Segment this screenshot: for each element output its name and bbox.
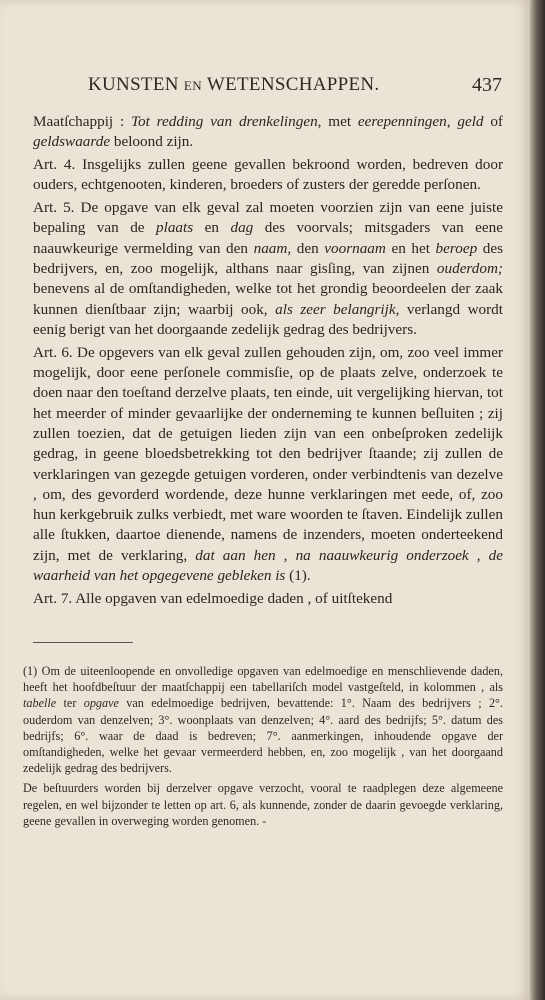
footnote-2: De beſtuurders worden bij derzelver opgave verzocht, vooral te raadplegen deze algemeene regelen, en wel bijzonder te letten op art. 6, als kunnende, zonder de daarin gevoegde verklaring, geene gevallen in overweging worden genomen. - [23,781,503,828]
text-run: of [483,113,503,130]
text-run: benevens al de omſtandigheden, welke tot het grondig beoordeelen der zaak kunnen dienſtbaar zijn; waarbij ook, [33,280,503,318]
text-run: van edelmoedige bedrijven, bevattende: 1°. Naam des bedrijvers ; 2°. ouderdom van denzelven; 3°. woonplaats van denzelven; 4°. aard des bedrijfs; 5°. datum des bedrijfs; 6°. waar de daad is bedreven; 7°. aanmerkingen, inhoudende opgave der omſtandigheden, welke het gevaar vermeerderd hebben, en, zoo mogelijk , van het doorgaand zedelijk gedrag des bedrijvers. [23,696,503,776]
text-run: des bedrijvers, en, zoo mogelijk, althans naar gisſing, van zijnen [33,239,504,278]
text-run: , den [287,239,325,257]
italic-run: ouderdom; [436,260,503,278]
italic-run: voornaam [324,239,386,257]
italic-run: opgave [83,696,119,711]
italic-run: eerepenningen [357,113,447,130]
italic-run: dat aan hen , na naauwkeurig onderzoek , de waarheid van het opgegevene gebleken is [33,546,503,585]
text-run: beloond zijn. [110,133,194,151]
italic-run: als zeer belangrijk [275,300,396,318]
page-number: 437 [472,74,502,96]
text-run: , [446,113,458,130]
footnote-1 [23,663,503,776]
footnotes [23,663,503,833]
text-run: (1). [285,567,311,585]
text-run: , met [317,113,358,130]
italic-run: plaats [156,219,194,237]
book-edge [530,0,545,1000]
italic-run: geld [457,113,484,130]
text-run: , verlangd wordt eenig berigt van het doorgaande zedelijk gedrag des bedrijvers. [33,300,504,338]
italic-run: tabelle [23,696,57,711]
text-run: Art. 5. De opgave van elk geval zal moeten voorzien zijn van eene juiste bepaling van de [33,199,503,237]
article-6 [33,343,503,587]
running-title-part1: KUNSTEN [88,74,184,95]
text-run: des voorvals; mitsgaders van eene naauwkeurige vermelding van den [33,219,503,257]
text-run: (1) Om de uiteenloopende en onvolledige opgaven van edelmoedige en menschlievende daden, heeft het hoofdbeſtuur der maatſchappij een tabellariſch model vastgeſteld, in kolommen , als [23,664,503,695]
italic-run: Tot redding van drenkelingen [131,113,318,130]
text-run: ter [56,696,84,711]
running-title [88,74,379,96]
text-run: en het [385,239,436,257]
running-title-en: EN [183,78,203,93]
paragraph-continuation [33,112,503,153]
italic-run: beroep [435,239,478,257]
text-run: Art. 6. De opgevers van elk geval zullen gehouden zijn, om, zoo veel immer mogelijk, door eene perſonele commisſie, op de plaats zelve, onderzoek te doen naar den toeſtand derzelve plaats, ten einde, uit vergelijking hiervan, tot het meerder of minder gevaarlijke der onderneming te kunnen beſluiten ; zij zullen toezien, dat de getuigen lieden zijn van een onbeſproken zedelijk gedrag, in geene bloedsbetrekking tot den bedrijver ſtaande; zij zullen de verklaringen van gezegde getuigen vorderen, onder verbindtenis van dezelve , om, des gevorderd wordende, deze hunne verklaringen met eede, of, zoo hun kerkgebruik zulks verbiedt, met ware woorden te ſtaven. Eindelijk zullen alle ſtukken, daartoe dienende, namens de inzenders, moeten onderteekend zijn, met de verklaring, [33,343,503,564]
page-header [88,74,502,104]
text-run: Maatſchappij : [33,113,131,130]
running-title-part2: WETENSCHAPPEN. [202,74,380,95]
italic-run: geldswaarde [33,133,111,151]
body-text [33,112,503,612]
italic-run: naam [253,239,288,257]
article-5 [33,198,503,340]
article-4: Art. 4. Insgelijks zullen geene gevallen bekroond worden, bedreven door ouders, echtgenooten, kinderen, broeders of zusters der geredde perſonen. [33,156,503,194]
text-run: en [193,219,231,237]
footnote-rule [33,642,133,643]
italic-run: dag [230,219,254,237]
article-7: Art. 7. Alle opgaven van edelmoedige daden , of uitſtekend [33,589,393,607]
